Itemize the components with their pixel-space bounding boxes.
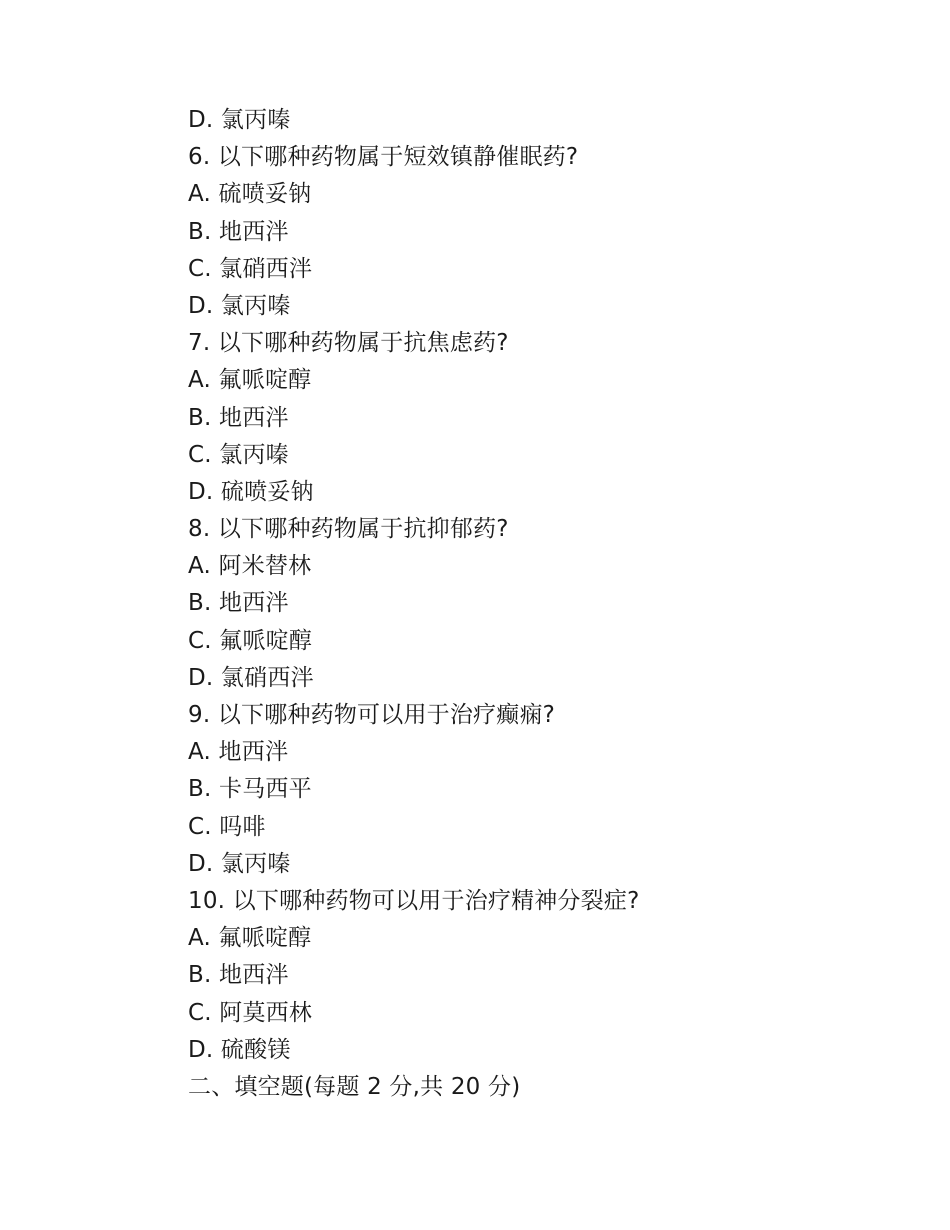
option-9a: A. 地西泮 [188, 739, 289, 766]
option-8b: B. 地西泮 [188, 590, 289, 617]
option-10c: C. 阿莫西林 [188, 999, 313, 1026]
option-9c: C. 吗啡 [188, 813, 266, 840]
option-8d: D. 氯硝西泮 [188, 664, 314, 691]
question-8: 8. 以下哪种药物属于抗抑郁药? [188, 516, 509, 543]
option-6a: A. 硫喷妥钠 [188, 181, 312, 208]
question-7: 7. 以下哪种药物属于抗焦虑药? [188, 330, 509, 357]
option-8a: A. 阿米替林 [188, 553, 312, 580]
option-9b: B. 卡马西平 [188, 776, 312, 803]
option-10d: D. 硫酸镁 [188, 1036, 291, 1063]
option-6c: C. 氯硝西泮 [188, 255, 313, 282]
option-9d: D. 氯丙嗪 [188, 850, 291, 877]
option-5d: D. 氯丙嗪 [188, 107, 291, 133]
option-6d: D. 氯丙嗪 [188, 292, 291, 319]
option-7a: A. 氟哌啶醇 [188, 367, 312, 394]
option-10b: B. 地西泮 [188, 962, 289, 989]
question-10: 10. 以下哪种药物可以用于治疗精神分裂症? [188, 887, 640, 914]
option-6b: B. 地西泮 [188, 218, 289, 245]
option-7c: C. 氯丙嗪 [188, 441, 289, 468]
option-10a: A. 氟哌啶醇 [188, 925, 312, 952]
document-body [188, 102, 888, 1106]
question-6: 6. 以下哪种药物属于短效镇静催眠药? [188, 144, 579, 171]
section-heading-fill-in: 二、填空题(每题 2 分,共 20 分) [188, 1073, 521, 1100]
option-8c: C. 氟哌啶醇 [188, 627, 313, 654]
option-7b: B. 地西泮 [188, 404, 289, 431]
question-9: 9. 以下哪种药物可以用于治疗癫痫? [188, 702, 556, 728]
option-7d: D. 硫喷妥钠 [188, 478, 314, 505]
